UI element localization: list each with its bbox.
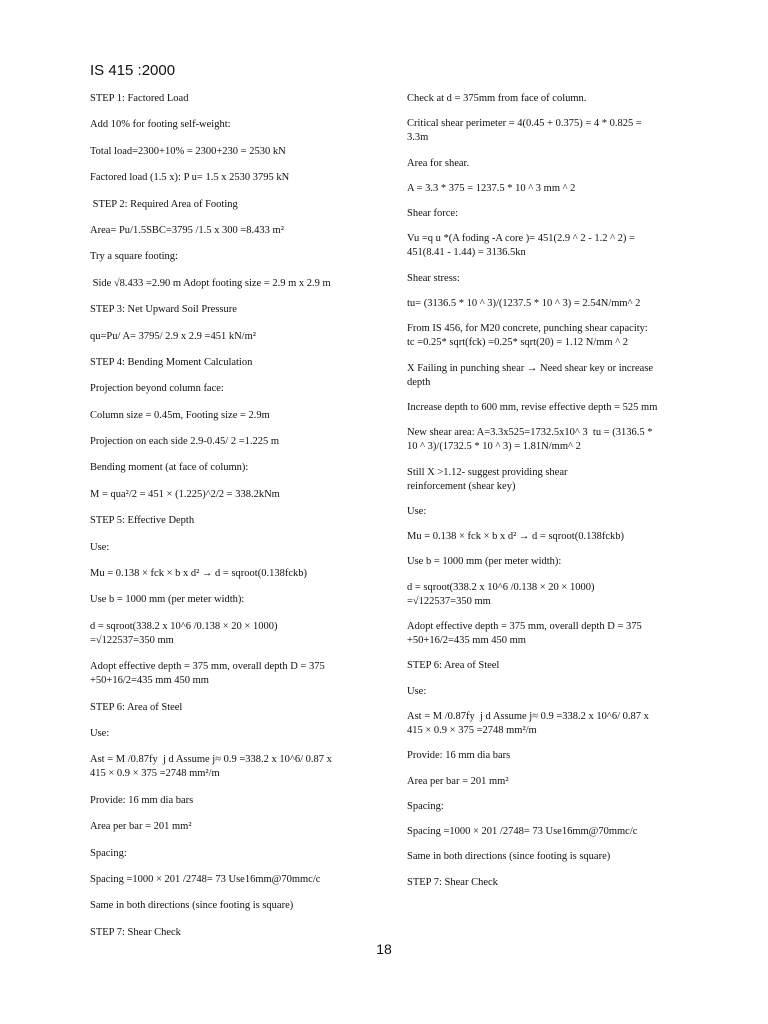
calc-paragraph: d = sqroot(338.2 x 10^6 /0.138 × 20 × 1000) =√122537=350 mm xyxy=(90,620,278,646)
calc-paragraph: Factored load (1.5 x): P u= 1.5 x 2530 3795 kN xyxy=(90,172,290,184)
step-heading: STEP 6: Area of Steel xyxy=(407,660,500,672)
calc-paragraph: Column size = 0.45m, Footing size = 2.9m xyxy=(90,409,270,421)
calc-paragraph: Projection beyond column face: xyxy=(90,383,224,395)
calc-paragraph: Ast = M /0.87fy j d Assume j≈ 0.9 =338.2 x 10^6/ 0.87 x 415 × 0.9 × 375 =2748 mm²/m xyxy=(90,754,332,780)
step-heading: STEP 7: Shear Check xyxy=(407,876,498,888)
calc-paragraph: Shear force: xyxy=(407,208,459,220)
calc-paragraph: Spacing =1000 × 201 /2748= 73 Use16mm@70mmc/c xyxy=(90,873,321,885)
calc-paragraph: Increase depth to 600 mm, revise effective depth = 525 mm xyxy=(407,401,658,413)
calc-paragraph: Add 10% for footing self-weight: xyxy=(90,119,231,131)
calc-paragraph: Same in both directions (since footing is square) xyxy=(90,900,294,912)
calc-paragraph: Adopt effective depth = 375 mm, overall depth D = 375 +50+16/2=435 mm 450 mm xyxy=(407,621,642,647)
calc-paragraph: Provide: 16 mm dia bars xyxy=(90,794,194,806)
calc-paragraph: Use: xyxy=(90,727,110,739)
calc-paragraph: Vu =q u *(A foding -A core )= 451(2.9 ^ 2 - 1.2 ^ 2) = 451(8.41 - 1.44) = 3136.5kn xyxy=(407,233,635,259)
right-column xyxy=(407,92,689,901)
calc-paragraph: Use b = 1000 mm (per meter width): xyxy=(90,594,245,606)
calc-paragraph: Use: xyxy=(90,541,110,553)
calc-paragraph: Spacing: xyxy=(407,800,444,812)
calc-paragraph: Bending moment (at face of column): xyxy=(90,462,249,474)
calc-paragraph: Provide: 16 mm dia bars xyxy=(407,750,511,762)
document-title: IS 415 :2000 xyxy=(90,62,176,79)
page-number: 18 xyxy=(376,941,392,957)
calc-paragraph: Try a square footing: xyxy=(90,251,178,263)
step-heading: STEP 6: Area of Steel xyxy=(90,701,183,713)
step-heading: STEP 4: Bending Moment Calculation xyxy=(90,356,253,368)
calc-paragraph: Same in both directions (since footing is square) xyxy=(407,851,611,863)
calc-paragraph: qu=Pu/ A= 3795/ 2.9 x 2.9 =451 kN/m² xyxy=(90,330,256,342)
calc-paragraph: Spacing =1000 × 201 /2748= 73 Use16mm@70mmc/c xyxy=(407,826,638,838)
calc-paragraph: tu= (3136.5 * 10 ^ 3)/(1237.5 * 10 ^ 3) = 2.54N/mm^ 2 xyxy=(407,298,641,310)
calc-paragraph: Area per bar = 201 mm² xyxy=(407,775,509,787)
calc-paragraph: Spacing: xyxy=(90,847,127,859)
calc-paragraph: Use: xyxy=(407,505,427,517)
step-heading: STEP 7: Shear Check xyxy=(90,926,181,938)
calc-paragraph: Area per bar = 201 mm² xyxy=(90,821,192,833)
calc-paragraph: Mu = 0.138 × fck × b x d² → d = sqroot(0.138fckb) xyxy=(407,531,624,543)
calc-paragraph: Ast = M /0.87fy j d Assume j≈ 0.9 =338.2 x 10^6/ 0.87 x 415 × 0.9 × 375 =2748 mm²/m xyxy=(407,710,649,736)
calc-paragraph: New shear area: A=3.3x525=1732.5x10^ 3 tu = (3136.5 * 10 ^ 3)/(1732.5 * 10 ^ 3) = 1.81N/mm^ 2 xyxy=(407,427,653,453)
calc-paragraph: Mu = 0.138 × fck × b x d² → d = sqroot(0.138fckb) xyxy=(90,568,307,580)
calc-paragraph: Total load=2300+10% = 2300+230 = 2530 kN xyxy=(90,145,286,157)
calc-paragraph: Side √8.433 =2.90 m Adopt footing size = 2.9 m x 2.9 m xyxy=(90,277,331,289)
calc-paragraph: Area= Pu/1.5SBC=3795 /1.5 x 300 =8.433 m² xyxy=(90,224,284,236)
calc-paragraph: Shear stress: xyxy=(407,272,460,284)
calc-paragraph: X Failing in punching shear → Need shear key or increase depth xyxy=(407,362,654,388)
calc-paragraph: From IS 456, for M20 concrete, punching shear capacity: tc =0.25* sqrt(fck) =0.25* sqrt(20) = 1.12 N/mm ^ 2 xyxy=(407,323,648,349)
calc-paragraph: Still X >1.12- suggest providing shear reinforcement (shear key) xyxy=(407,466,568,492)
calc-paragraph: d = sqroot(338.2 x 10^6 /0.138 × 20 × 1000) =√122537=350 mm xyxy=(407,581,595,607)
calc-paragraph: Adopt effective depth = 375 mm, overall depth D = 375 +50+16/2=435 mm 450 mm xyxy=(90,661,325,687)
step-heading: STEP 3: Net Upward Soil Pressure xyxy=(90,304,237,316)
step-heading: STEP 5: Effective Depth xyxy=(90,515,195,527)
step-heading: STEP 2: Required Area of Footing xyxy=(90,198,238,210)
calc-paragraph: Use: xyxy=(407,685,427,697)
calc-paragraph: Check at d = 375mm from face of column. xyxy=(407,93,587,104)
calc-paragraph: A = 3.3 * 375 = 1237.5 * 10 ^ 3 mm ^ 2 xyxy=(407,182,576,194)
left-column xyxy=(90,92,380,952)
calc-paragraph: M = qua²/2 = 451 × (1.225)^2/2 = 338.2kNm xyxy=(90,488,280,500)
calc-paragraph: Critical shear perimeter = 4(0.45 + 0.375) = 4 * 0.825 = 3.3m xyxy=(407,118,642,144)
calc-paragraph: Projection on each side 2.9-0.45/ 2 =1.225 m xyxy=(90,436,280,448)
calc-paragraph: Area for shear. xyxy=(407,157,470,169)
calc-paragraph: Use b = 1000 mm (per meter width): xyxy=(407,556,562,568)
step-heading: STEP 1: Factored Load xyxy=(90,93,189,104)
